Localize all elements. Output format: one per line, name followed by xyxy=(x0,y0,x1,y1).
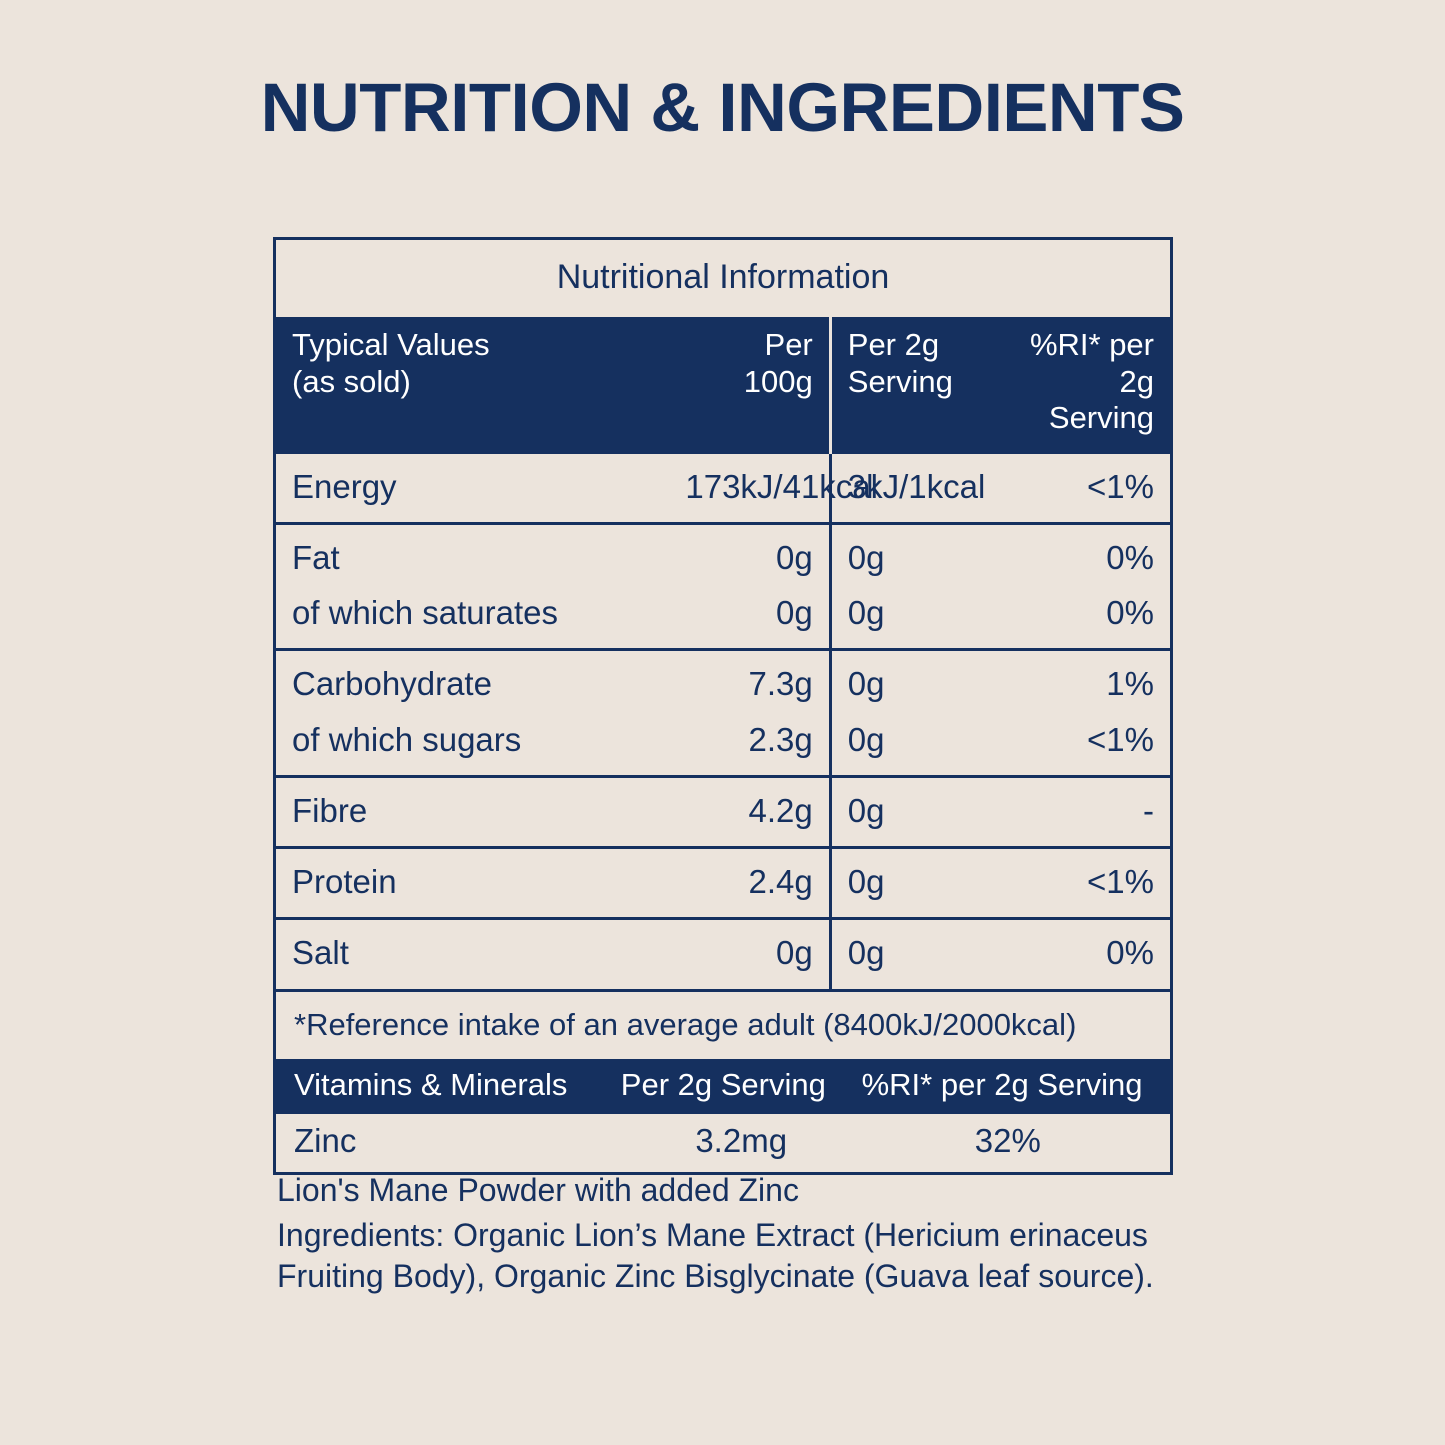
row-label: Salt xyxy=(276,919,669,989)
row-per-serving: 0g xyxy=(830,848,1000,919)
column-header-per-100g xyxy=(669,317,830,452)
row-ri: 1% xyxy=(1000,650,1170,720)
row-label: Fibre xyxy=(276,776,669,847)
row-per-100g: 173kJ/41kcal xyxy=(669,452,830,523)
product-ingredients: Ingredients: Organic Lion’s Mane Extract (Hericium erinaceus Fruiting Body), Organic Zinc Bisglycinate (Guava leaf source). xyxy=(277,1216,1154,1294)
row-ri: 0% xyxy=(1106,594,1154,632)
row-per-serving: 0g xyxy=(830,720,1000,777)
vm-column-header-name: Vitamins & Minerals xyxy=(294,1066,568,1102)
row-per-serving: 0g xyxy=(830,523,1000,593)
row-per-serving: 0g xyxy=(830,650,1000,720)
table-row xyxy=(276,523,1170,593)
row-per-serving: 0g xyxy=(830,919,1000,989)
row-per-100g: 0g xyxy=(776,594,813,632)
row-ri: 0% xyxy=(1000,523,1170,593)
row-per-100g: 4.2g xyxy=(669,776,830,847)
row-ri: <1% xyxy=(1000,452,1170,523)
row-label: Protein xyxy=(276,848,669,919)
row-label: of which saturates xyxy=(292,594,558,632)
column-header-line-2: (as sold) xyxy=(292,363,411,399)
column-header-per-serving xyxy=(830,317,1000,452)
row-per-100g: 0g xyxy=(669,919,830,989)
nutrition-values-table xyxy=(276,317,1170,989)
column-header-line-2: Serving xyxy=(847,363,953,399)
row-ri: 0% xyxy=(1000,919,1170,989)
product-description: Lion's Mane Powder with added Zinc xyxy=(277,1172,799,1208)
vm-column-header-per-serving: Per 2g Serving xyxy=(620,1066,826,1102)
nutrition-information-table xyxy=(273,237,1173,1175)
page-title: NUTRITION & INGREDIENTS xyxy=(260,69,1185,146)
table-row xyxy=(276,776,1170,847)
column-header-line-1: Typical Values xyxy=(292,327,490,362)
row-per-100g: 2.3g xyxy=(748,720,813,758)
column-header-line-1: Per xyxy=(764,327,813,362)
reference-intake-footnote: *Reference intake of an average adult (8400kJ/2000kcal) xyxy=(276,989,1170,1059)
row-ri: <1% xyxy=(1087,720,1154,758)
row-per-100g: 7.3g xyxy=(669,650,830,720)
column-header-ri-per-serving xyxy=(1000,317,1170,452)
row-per-100g: 2.4g xyxy=(669,848,830,919)
row-label: Carbohydrate xyxy=(276,650,669,720)
column-header-line-1: %RI* per xyxy=(1029,327,1154,362)
table-header-row xyxy=(276,317,1170,452)
vm-row-name: Zinc xyxy=(294,1121,357,1159)
row-ri: <1% xyxy=(1000,848,1170,919)
column-header-line-2: 2g Serving xyxy=(1048,363,1154,436)
row-per-100g: 0g xyxy=(669,523,830,593)
table-row xyxy=(276,848,1170,919)
vm-row-ri: 32% xyxy=(974,1121,1041,1159)
row-per-serving: 0g xyxy=(830,776,1000,847)
row-ri: - xyxy=(1000,776,1170,847)
column-header-line-2: 100g xyxy=(743,363,813,399)
row-per-serving: 0g xyxy=(830,593,1000,650)
row-label: Fat xyxy=(276,523,669,593)
column-header-typical-values xyxy=(276,317,669,452)
row-label: Energy xyxy=(276,452,669,523)
column-header-line-1: Per 2g xyxy=(847,327,940,362)
product-details xyxy=(277,1170,1177,1297)
row-label: of which sugars xyxy=(292,720,522,758)
table-body xyxy=(276,452,1170,989)
table-row xyxy=(276,452,1170,523)
row-per-serving: 3kJ/1kcal xyxy=(830,452,1000,523)
vitamins-minerals-header-row xyxy=(276,1059,1170,1114)
table-header xyxy=(276,317,1170,452)
table-row xyxy=(276,650,1170,720)
vm-row-per-serving: 3.2mg xyxy=(695,1121,788,1159)
table-row xyxy=(276,720,1170,777)
table-row xyxy=(276,1114,1170,1172)
table-row xyxy=(276,919,1170,989)
table-row xyxy=(276,593,1170,650)
vm-column-header-ri: %RI* per 2g Serving xyxy=(861,1066,1143,1102)
nutrition-table-caption: Nutritional Information xyxy=(556,258,890,296)
